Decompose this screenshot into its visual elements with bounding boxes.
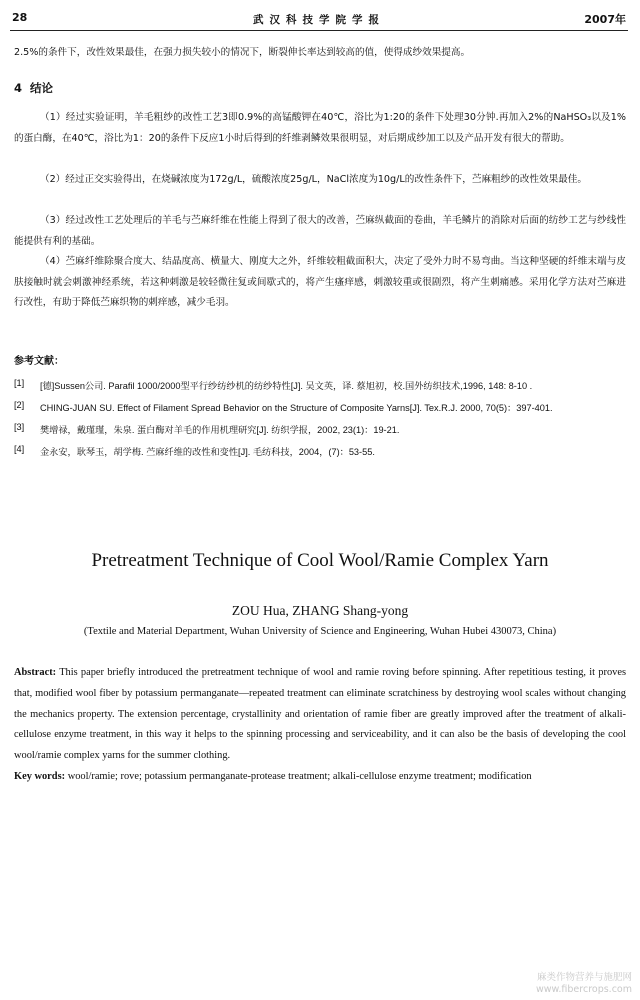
reference-index: [4] [14,444,25,454]
publication-year: 2007年 [584,13,626,26]
site-watermark [536,972,632,996]
english-abstract [14,663,626,767]
reference-index: [2] [14,400,25,410]
keywords-text: wool/ramie; rove; potassium permanganate-protease treatment; alkali-cellulose enzyme treatment; modification [65,771,532,782]
watermark-line-2: www.fibercrops.com [535,984,632,995]
section-title: 结论 [30,81,54,95]
reference-item [14,419,634,441]
conclusion-4: （4）苎麻纤维除聚合度大、结晶度高、横量大、刚度大之外，纤维较粗截面积大，决定了受外力时不易弯曲。当这种坚硬的纤维末端与皮肤接触时就会刺激神经系统，若这种刺激是较轻微往复或间歇式的，将产生瘙痒感，刺激较重或很剧烈，将产生刺痛感。采用化学方法对苎麻进行改性，有助于降低苎麻织物的刺痒感，减少毛羽。 [14,256,626,308]
english-authors: ZOU Hua, ZHANG Shang-yong [231,603,409,618]
references-title: 参考文献： [14,356,64,367]
watermark-line-1: 麻类作物营养与施肥网 [536,972,632,983]
keywords-label: Key words: [14,771,66,782]
reference-text: CHING-JUAN SU. Effect of Filament Spread Behavior on the Structure of Composite Yarns[J]. Tex.R.J. 2000, 70(5)：397-401. [40,403,553,413]
intro-paragraph: 2.5%的条件下，改性效果最佳，在强力损失较小的情况下，断裂伸长率达到较高的值，使得成纱效果提高。 [14,47,471,58]
english-title: Pretreatment Technique of Cool Wool/Ramie Complex Yarn [91,550,549,571]
english-keywords [14,767,626,787]
reference-text: [德]Sussen公司. Parafil 1000/2000型平行纱纺纱机的纺纱特性[J]. 吴文英，译. 蔡旭初，校.国外纺织技术,1996, 148: 8-10 . [40,381,533,391]
reference-text: 金永安，耿琴玉，胡学梅. 苎麻纤维的改性和变性[J]. 毛纺科技，2004，(7)：53-55. [40,447,375,457]
reference-index: [3] [14,422,25,432]
running-header [10,8,628,31]
conclusion-1: （1）经过实验证明，羊毛粗纱的改性工艺3即0.9%的高锰酸钾在40℃，浴比为1:20的条件下处理30分钟.再加入2%的NaHSO₃以及1%的蛋白酶，在40℃，浴比为1：20的条件下反应1小时后得到的纤维剥鳞效果很明显，对后期成纱加工以及产品开发有很大的帮助。 [14,112,626,144]
conclusion-3: （3）经过改性工艺处理后的羊毛与苎麻纤维在性能上得到了很大的改善，苎麻纵截面的卷曲，羊毛鳞片的消除对后面的纺纱工艺与纱线性能提供有利的基础。 [14,215,626,247]
reference-item [14,375,634,397]
reference-list [14,375,634,463]
conclusion-2: （2）经过正交实验得出，在烧碱浓度为172g/L，硫酸浓度25g/L，NaCl浓度为10g/L的改性条件下，苎麻粗纱的改性效果最佳。 [40,174,587,185]
reference-text: 樊增禄，戴瑾瑾，朱泉. 蛋白酶对羊毛的作用机理研究[J]. 纺织学报，2002, 23(1)：19-21. [40,425,400,435]
section-number: 4 [14,81,23,95]
abstract-label: Abstract: [14,667,57,678]
reference-index: [1] [14,378,25,388]
page-number: 28 [12,11,28,24]
journal-name: 武汉科技学院学报 [253,14,385,26]
section-heading [14,80,53,96]
reference-item [14,397,634,419]
english-affiliation: (Textile and Material Department, Wuhan University of Science and Engineering, Wuhan Hubei 430073, China) [83,626,557,637]
abstract-text: This paper briefly introduced the pretreatment technique of wool and ramie roving before spinning. After repetitious testing, it proves that, modified wool fiber by potassium permanganate—repeated treatment can eliminate scratchiness by destroying wool scales without changing the mechanics property. The extension percentage, crystallinity and orientation of ramie fiber are greatly improved after the treatment of alkali-cellulose enzyme treatment, in this way it helps to the spinning processing and serviceability, and it can also be the basis of developing the cool wool/ramie complex yarns for the summer clothing. [14,667,626,762]
reference-item [14,441,634,463]
